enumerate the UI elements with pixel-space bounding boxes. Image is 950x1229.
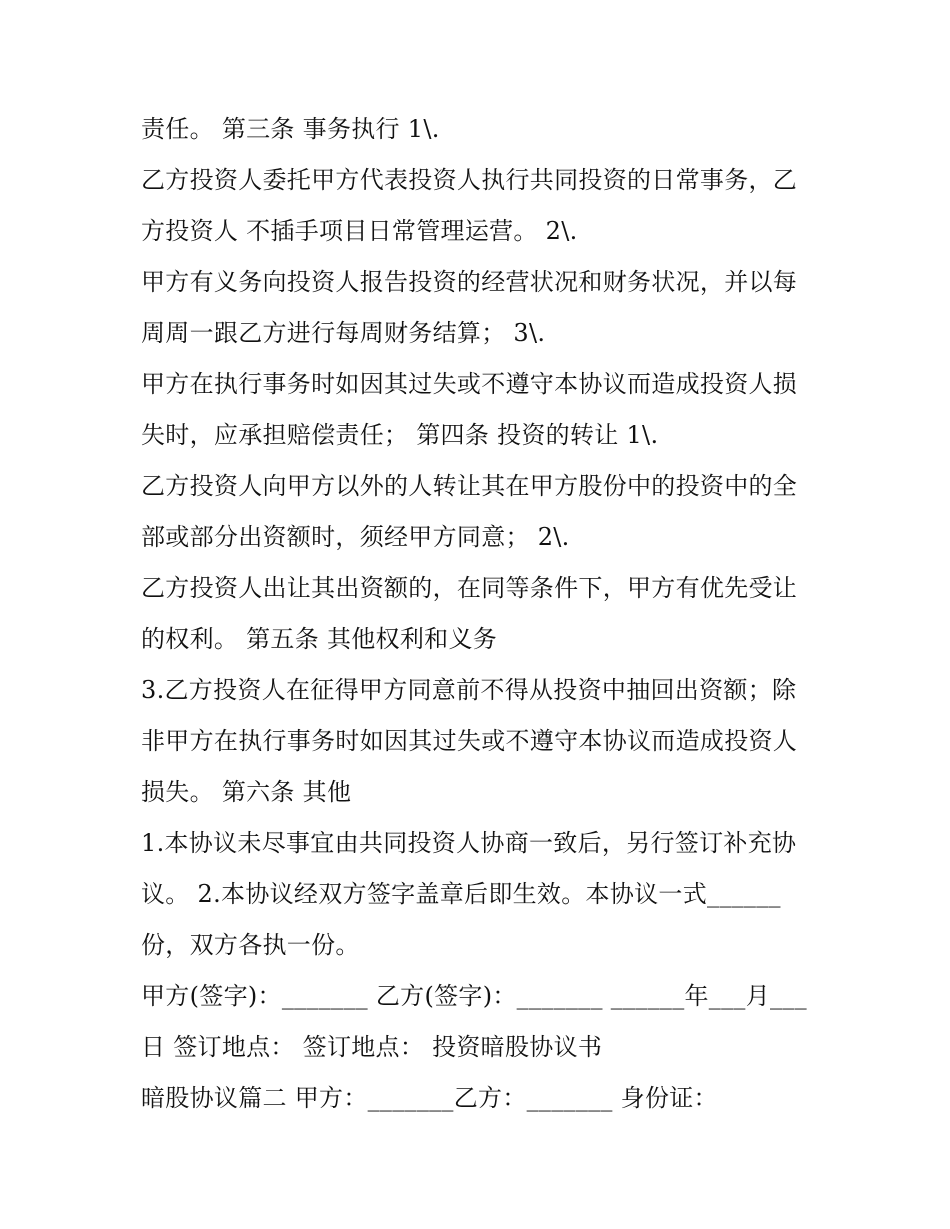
text-line: 乙方投资人委托甲方代表投资人执行共同投资的日常事务，乙 [141, 166, 798, 194]
text-line: 损失。 第六条 其他 [141, 778, 352, 806]
text-line: 方投资人 不插手项目日常管理运营。 2\. [141, 217, 578, 245]
text-line: 3.乙方投资人在征得甲方同意前不得从投资中抽回出资额；除 [141, 676, 797, 704]
text-line: 日 签订地点： 签订地点： 投资暗股协议书 [141, 1033, 603, 1061]
text-line: 的权利。 第五条 其他权利和义务 [141, 625, 498, 653]
text-line: 议。 2.本协议经双方签字盖章后即生效。本协议一式______ [141, 880, 781, 908]
text-line: 非甲方在执行事务时如因其过失或不遵守本协议而造成投资人 [141, 727, 798, 755]
text-line: 甲方(签字)：_______ 乙方(签字)：_______ ______年___月___ [141, 982, 807, 1010]
text-line: 甲方在执行事务时如因其过失或不遵守本协议而造成投资人损 [141, 370, 798, 398]
text-line: 失时，应承担赔偿责任； 第四条 投资的转让 1\. [141, 421, 659, 449]
text-line: 甲方有义务向投资人报告投资的经营状况和财务状况，并以每 [141, 268, 798, 296]
text-line: 暗股协议篇二 甲方：_______乙方：_______ 身份证： [141, 1084, 718, 1112]
text-line: 部或部分出资额时，须经甲方同意； 2\. [141, 523, 570, 551]
text-line: 乙方投资人向甲方以外的人转让其在甲方股份中的投资中的全 [141, 472, 798, 500]
text-line: 责任。 第三条 事务执行 1\. [141, 115, 440, 143]
text-line: 乙方投资人出让其出资额的，在同等条件下，甲方有优先受让 [141, 574, 798, 602]
text-line: 1.本协议未尽事宜由共同投资人协商一致后，另行签订补充协 [141, 829, 797, 857]
document-body [141, 104, 831, 1124]
text-line: 份，双方各执一份。 [141, 931, 360, 959]
text-line: 周周一跟乙方进行每周财务结算； 3\. [141, 319, 546, 347]
